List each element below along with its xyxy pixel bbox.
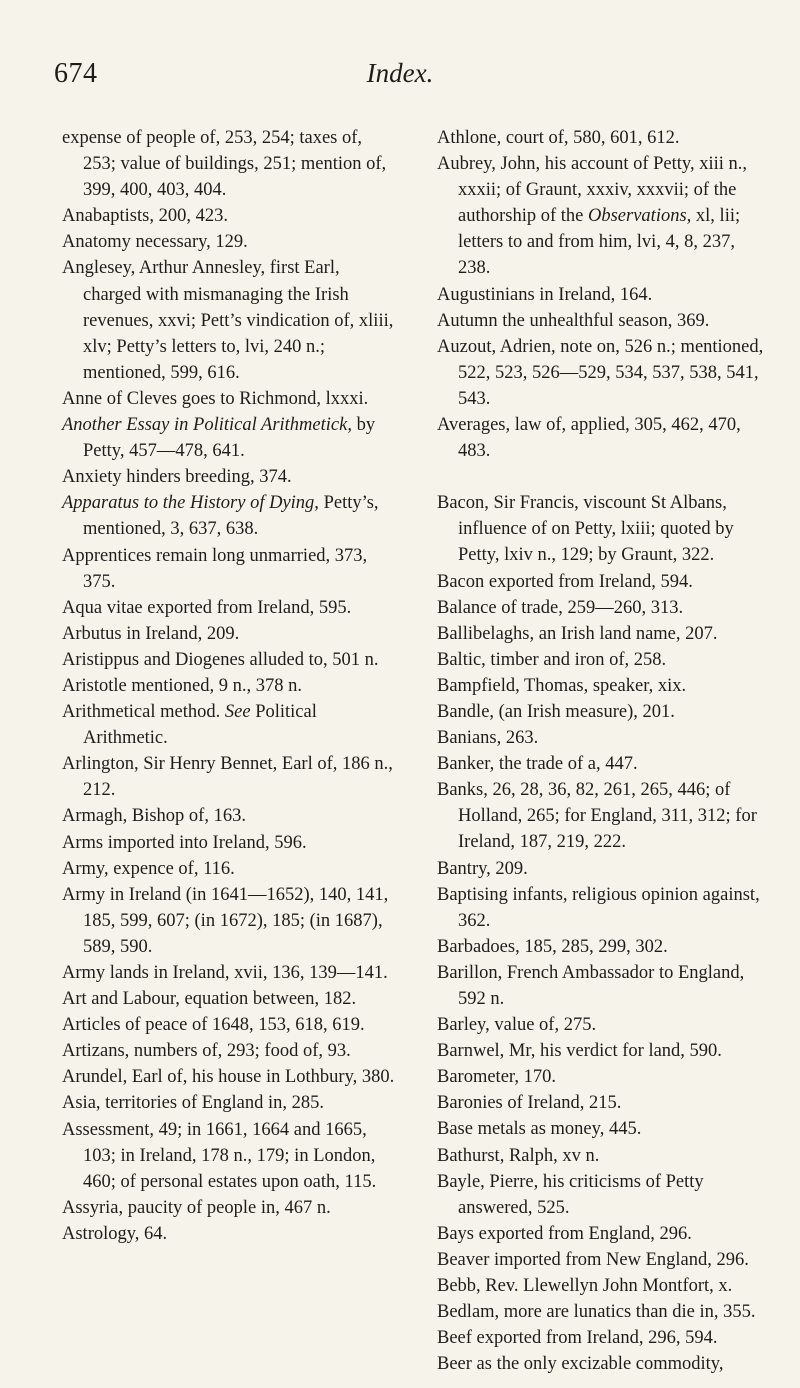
index-entry: Averages, law of, applied, 305, 462, 470, 483. — [437, 415, 741, 462]
index-entry: Autumn the unhealthful season, 369. — [437, 310, 710, 331]
index-entry: Apparatus to the History of Dying, Petty’s, mentioned, 3, 637, 638. — [62, 493, 379, 540]
index-entry: Bandle, (an Irish measure), 201. — [437, 701, 675, 722]
index-entry: Arlington, Sir Henry Bennet, Earl of, 186 n., 212. — [62, 754, 393, 801]
index-entry: expense of people of, 253, 254; taxes of, 253; value of buildings, 251; mention of, 399, 400, 403, 404. — [62, 128, 387, 201]
index-entry: Aqua vitae exported from Ireland, 595. — [62, 597, 352, 618]
index-entry: Assessment, 49; in 1661, 1664 and 1665, 103; in Ireland, 178 n., 179; in London, 460; of personal estates upon oath, 115. — [62, 1119, 377, 1192]
index-column-right — [437, 125, 768, 1377]
index-entry: Bacon, Sir Francis, viscount St Albans, influence of on Petty, lxiii; quoted by Petty, lxiv n., 129; by Graunt, 322. — [437, 493, 734, 566]
index-entry: Barley, value of, 275. — [437, 1015, 597, 1036]
index-entry: Banker, the trade of a, 447. — [437, 754, 638, 775]
index-entry: Anne of Cleves goes to Richmond, lxxxi. — [62, 388, 369, 409]
index-entry: Bathurst, Ralph, xv n. — [437, 1145, 600, 1166]
index-entry: Armagh, Bishop of, 163. — [62, 806, 246, 827]
index-entry: Aubrey, John, his account of Petty, xiii n., xxxii; of Graunt, xxxiv, xxxvii; of the authorship of the Observations, xl, lii; letters to and from him, lvi, 4, 8, 237, 238. — [437, 154, 748, 279]
index-entry: Art and Labour, equation between, 182. — [62, 989, 357, 1010]
index-entry: Army in Ireland (in 1641—1652), 140, 141, 185, 599, 607; (in 1672), 185; (in 1687), 589, 590. — [62, 884, 389, 957]
index-entry: Articles of peace of 1648, 153, 618, 619. — [62, 1015, 365, 1036]
index-entry: Beaver imported from New England, 296. — [437, 1249, 749, 1270]
index-entry: Arithmetical method. See Political Arithmetic. — [62, 702, 317, 749]
index-entry: Beef exported from Ireland, 296, 594. — [437, 1328, 718, 1349]
index-entry: Army lands in Ireland, xvii, 136, 139—141. — [62, 963, 388, 983]
index-entry: Baptising infants, religious opinion against, 362. — [437, 884, 760, 931]
index-entry: Asia, territories of England in, 285. — [62, 1093, 325, 1114]
index-entry: Army, expence of, 116. — [62, 858, 235, 879]
index-entry: Ballibelaghs, an Irish land name, 207. — [437, 623, 718, 644]
index-entry: Banks, 26, 28, 36, 82, 261, 265, 446; of Holland, 265; for England, 311, 312; for Ireland, 187, 219, 222. — [437, 780, 757, 853]
index-entry: Beer as the only excizable commodity, — [437, 1354, 724, 1375]
index-entry: Arundel, Earl of, his house in Lothbury, 380. — [62, 1067, 395, 1088]
index-entry: Bantry, 209. — [437, 858, 528, 879]
index-entry: Apprentices remain long unmarried, 373, 375. — [62, 545, 368, 592]
page-header — [40, 58, 760, 98]
index-entry: Augustinians in Ireland, 164. — [437, 284, 653, 305]
index-entry: Bacon exported from Ireland, 594. — [437, 571, 693, 592]
index-entry: Assyria, paucity of people in, 467 n. — [62, 1197, 331, 1218]
index-entry: Bayle, Pierre, his criticisms of Petty answered, 525. — [437, 1171, 704, 1218]
running-title: Index. — [366, 58, 434, 88]
index-column-left — [62, 125, 398, 1247]
index-entry: Anatomy necessary, 129. — [62, 232, 248, 253]
index-entry: Bampfield, Thomas, speaker, xix. — [437, 675, 687, 696]
index-entry: Athlone, court of, 580, 601, 612. — [437, 128, 680, 148]
index-entry: Barnwel, Mr, his verdict for land, 590. — [437, 1041, 722, 1062]
index-entry: Bays exported from England, 296. — [437, 1223, 692, 1244]
index-entry: Barillon, French Ambassador to England, 592 n. — [437, 962, 745, 1009]
index-entry: Arbutus in Ireland, 209. — [62, 623, 240, 644]
index-entry: Banians, 263. — [437, 728, 539, 749]
index-entry: Artizans, numbers of, 293; food of, 93. — [62, 1041, 351, 1062]
index-entry: Anglesey, Arthur Annesley, first Earl, charged with mismanaging the Irish revenues, xxvi; Pett’s vindication of, xliii, xlv; Petty’s letters to, lvi, 240 n.; mentioned, 599, 616. — [62, 258, 394, 383]
index-columns — [62, 125, 774, 1375]
index-entry: Another Essay in Political Arithmetick, by Petty, 457—478, 641. — [62, 415, 376, 462]
index-entry: Baltic, timber and iron of, 258. — [437, 649, 667, 670]
index-entry: Aristippus and Diogenes alluded to, 501 n. — [62, 649, 379, 670]
page-number: 674 — [54, 58, 98, 89]
index-entry: Balance of trade, 259—260, 313. — [437, 597, 684, 618]
index-entry: Anxiety hinders breeding, 374. — [62, 467, 292, 488]
index-entry: Bedlam, more are lunatics than die in, 355. — [437, 1302, 756, 1323]
index-entry: Anabaptists, 200, 423. — [62, 206, 228, 227]
index-entry: Auzout, Adrien, note on, 526 n.; mentioned, 522, 523, 526—529, 534, 537, 538, 541, 543. — [437, 336, 764, 409]
index-entry: Arms imported into Ireland, 596. — [62, 832, 307, 853]
index-entry: Base metals as money, 445. — [437, 1119, 642, 1140]
index-entry: Barometer, 170. — [437, 1067, 556, 1088]
index-entry: Astrology, 64. — [62, 1223, 168, 1244]
index-entry: Bebb, Rev. Llewellyn John Montfort, x. — [437, 1276, 733, 1297]
index-entry: Aristotle mentioned, 9 n., 378 n. — [62, 675, 302, 696]
index-entry: Barbadoes, 185, 285, 299, 302. — [437, 936, 668, 957]
index-entry: Baronies of Ireland, 215. — [437, 1093, 622, 1114]
